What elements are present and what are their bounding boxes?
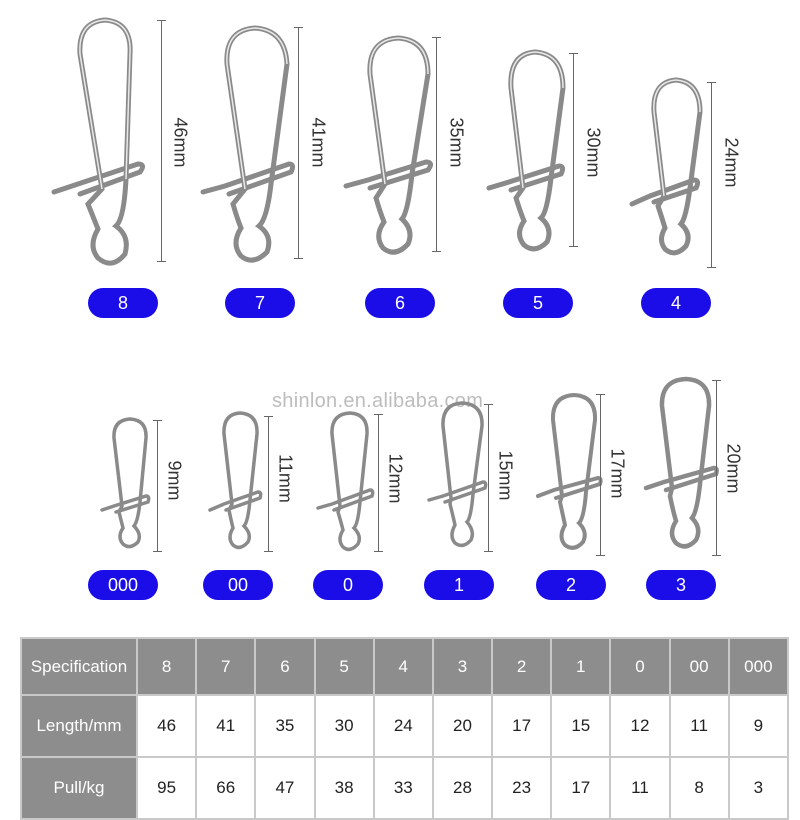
table-cell: 0 [610, 638, 669, 695]
table-cell: 17 [492, 695, 551, 757]
length-label-8: 46mm [170, 117, 191, 168]
table-cell: 41 [196, 695, 255, 757]
row-label-specification: Specification [21, 638, 137, 695]
table-cell: 5 [315, 638, 374, 695]
snap-image-5 [483, 48, 583, 263]
size-badge-1: 1 [424, 570, 494, 600]
snap-image-0 [316, 410, 378, 560]
dimension-line-8 [161, 20, 162, 262]
dimension-line-0 [378, 414, 379, 552]
table-row-length [21, 695, 788, 757]
table-cell: 38 [315, 757, 374, 819]
table-cell: 3 [729, 757, 788, 819]
table-cell: 20 [433, 695, 492, 757]
table-cell: 47 [255, 757, 314, 819]
length-label-1: 15mm [495, 450, 516, 501]
length-label-6: 35mm [446, 117, 467, 168]
table-cell: 1 [551, 638, 610, 695]
table-cell: 30 [315, 695, 374, 757]
snap-image-00 [208, 410, 268, 558]
size-badge-8: 8 [88, 288, 158, 318]
specification-table [20, 637, 789, 820]
size-badge-7: 7 [225, 288, 295, 318]
table-row-pull [21, 757, 788, 819]
size-badge-2: 2 [536, 570, 606, 600]
row-label-length: Length/mm [21, 695, 137, 757]
dimension-line-3 [716, 380, 717, 556]
table-row-specification [21, 638, 788, 695]
dimension-line-6 [436, 37, 437, 252]
dimension-line-7 [298, 27, 299, 259]
snap-image-4 [628, 76, 718, 271]
length-label-000: 9mm [164, 460, 185, 501]
table-cell: 000 [729, 638, 788, 695]
row-label-pull: Pull/kg [21, 757, 137, 819]
table-cell: 7 [196, 638, 255, 695]
table-cell: 4 [374, 638, 433, 695]
size-badge-00: 00 [203, 570, 273, 600]
table-cell: 8 [137, 638, 196, 695]
table-cell: 28 [433, 757, 492, 819]
table-cell: 24 [374, 695, 433, 757]
snap-image-6 [340, 34, 450, 264]
size-badge-3: 3 [646, 570, 716, 600]
snap-image-8 [50, 14, 160, 269]
watermark-text: shinlon.en.alibaba.com [272, 390, 484, 412]
snap-image-3 [644, 376, 720, 562]
dimension-line-5 [573, 53, 574, 247]
dimension-line-1 [488, 404, 489, 552]
table-cell: 3 [433, 638, 492, 695]
size-badge-6: 6 [365, 288, 435, 318]
dimension-line-00 [268, 416, 269, 552]
table-cell: 66 [196, 757, 255, 819]
table-cell: 15 [551, 695, 610, 757]
table-cell: 35 [255, 695, 314, 757]
table-cell: 8 [670, 757, 729, 819]
size-badge-000: 000 [88, 570, 158, 600]
size-badge-4: 4 [641, 288, 711, 318]
table-cell: 95 [137, 757, 196, 819]
length-label-0: 12mm [385, 453, 406, 504]
table-cell: 12 [610, 695, 669, 757]
size-badge-0: 0 [313, 570, 383, 600]
dimension-line-2 [600, 394, 601, 556]
snap-image-2 [536, 392, 606, 562]
table-cell: 00 [670, 638, 729, 695]
table-cell: 33 [374, 757, 433, 819]
snap-image-000 [100, 416, 160, 556]
table-cell: 9 [729, 695, 788, 757]
size-badge-5: 5 [503, 288, 573, 318]
table-cell: 6 [255, 638, 314, 695]
length-label-7: 41mm [308, 117, 329, 168]
length-label-5: 30mm [583, 127, 604, 178]
length-label-00: 11mm [275, 454, 296, 503]
snap-image-1 [427, 400, 491, 560]
length-label-2: 17mm [607, 448, 628, 499]
dimension-line-000 [157, 420, 158, 552]
table-cell: 11 [610, 757, 669, 819]
table-cell: 23 [492, 757, 551, 819]
table-cell: 2 [492, 638, 551, 695]
table-cell: 17 [551, 757, 610, 819]
table-cell: 46 [137, 695, 196, 757]
dimension-line-4 [711, 82, 712, 268]
snap-image-7 [195, 24, 305, 264]
table-cell: 11 [670, 695, 729, 757]
length-label-3: 20mm [723, 443, 744, 494]
length-label-4: 24mm [721, 137, 742, 188]
